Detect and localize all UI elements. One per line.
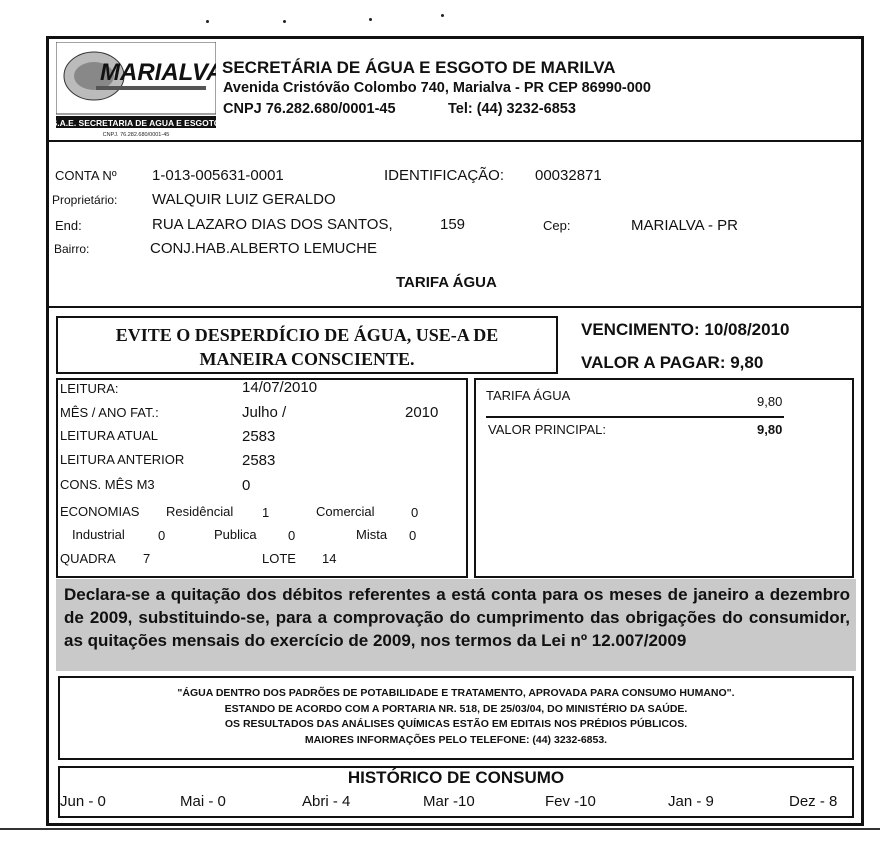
address-label: End: — [55, 218, 82, 233]
svg-text:CNPJ. 76.282.680/0001-45: CNPJ. 76.282.680/0001-45 — [102, 132, 170, 138]
mista-label: Mista — [356, 527, 388, 542]
tarifa-agua-value: 9,80 — [757, 394, 783, 409]
valor-principal-label: VALOR PRINCIPAL: — [488, 422, 606, 437]
scan-speck — [369, 18, 372, 21]
mes-ano-label: MÊS / ANO FAT.: — [60, 405, 159, 420]
leitura-label: LEITURA: — [60, 381, 119, 396]
notice-line-3: OS RESULTADOS DAS ANÁLISES QUÍMICAS ESTÃO EM EDITAIS NOS PRÉDIOS PÚBLICOS. — [224, 718, 688, 730]
debt-declaration: Declara-se a quitação dos débitos referentes a está conta para os meses de janeiro a dezembro de 2009, substituindo-se, para a comprovação do cumprimento das obrigações do consumidor, as quitações mensais do exercício de 2009, nos termos da Lei nº 12.007/2009 — [56, 579, 856, 671]
charges-divider — [486, 416, 784, 418]
marialva-logo — [56, 42, 216, 138]
water-quality-notice — [58, 676, 854, 760]
mista-value: 0 — [409, 528, 417, 543]
notice-line-1: "ÁGUA DENTRO DOS PADRÕES DE POTABILIDADE E TRATAMENTO, APROVADA PARA CONSUMO HUMANO". — [177, 687, 735, 699]
valor-principal-value: 9,80 — [757, 422, 783, 437]
lote-label: LOTE — [262, 551, 296, 566]
residencial-value: 1 — [262, 505, 270, 520]
leitura-anterior-label: LEITURA ANTERIOR — [60, 452, 185, 467]
tarifa-heading: TARIFA ÁGUA — [396, 274, 497, 291]
residencial-label: Residêncial — [166, 504, 234, 519]
history-item: Mar -10 — [423, 793, 475, 810]
quadra-label: QUADRA — [60, 551, 116, 566]
history-item: Jun - 0 — [60, 793, 106, 810]
scan-speck — [441, 14, 444, 17]
industrial-value: 0 — [158, 528, 166, 543]
lote-value: 14 — [322, 551, 337, 566]
notice-line-2: ESTANDO DE ACORDO COM A PORTARIA NR. 518, DE 25/03/04, DO MINISTÉRIO DA SAÚDE. — [224, 702, 688, 715]
cep-value: MARIALVA - PR — [631, 217, 738, 234]
history-item: Mai - 0 — [180, 793, 226, 810]
scan-speck — [206, 20, 209, 23]
svg-text:MARIALVA: MARIALVA — [100, 59, 216, 86]
owner-value: WALQUIR LUIZ GERALDO — [152, 191, 336, 208]
tarifa-agua-label: TARIFA ÁGUA — [486, 388, 571, 403]
ano-value: 2010 — [405, 404, 439, 421]
charges-box — [474, 378, 854, 578]
amount-due: VALOR A PAGAR: 9,80 — [581, 353, 764, 372]
comercial-value: 0 — [411, 505, 419, 520]
due-date: VENCIMENTO: 10/08/2010 — [581, 320, 790, 339]
industrial-label: Industrial — [72, 527, 125, 542]
economias-label: ECONOMIAS — [60, 504, 140, 519]
consumo-label: CONS. MÊS M3 — [60, 477, 155, 492]
history-item: Abri - 4 — [302, 793, 351, 810]
conta-value: 1-013-005631-0001 — [152, 167, 284, 184]
conservation-box — [56, 316, 558, 374]
identificacao-value: 00032871 — [535, 167, 602, 184]
company-address: Avenida Cristóvão Colombo 740, Marialva - PR CEP 86990-000 — [223, 80, 651, 96]
conservation-line-1: EVITE O DESPERDÍCIO DE ÁGUA, USE-A DE — [115, 325, 499, 345]
notice-line-4: MAIORES INFORMAÇÕES PELO TELEFONE: (44) 3232-6853. — [304, 733, 608, 746]
conta-label: CONTA Nº — [55, 168, 117, 183]
company-title: SECRETÁRIA DE ÁGUA E ESGOTO DE MARILVA — [222, 58, 616, 77]
leitura-anterior-value: 2583 — [242, 452, 276, 469]
divider — [48, 306, 864, 308]
publica-value: 0 — [288, 528, 296, 543]
history-item: Jan - 9 — [668, 793, 714, 810]
bairro-label: Bairro: — [54, 242, 90, 256]
address-number: 159 — [440, 216, 466, 233]
leitura-atual-label: LEITURA ATUAL — [60, 428, 159, 443]
company-phone: Tel: (44) 3232-6853 — [448, 101, 576, 117]
owner-label: Proprietário: — [52, 193, 118, 207]
comercial-label: Comercial — [316, 504, 375, 519]
conservation-line-2: MANEIRA CONSCIENTE. — [199, 349, 415, 369]
leitura-atual-value: 2583 — [242, 428, 276, 445]
consumo-value: 0 — [242, 477, 251, 494]
history-item: Fev -10 — [545, 793, 596, 810]
publica-label: Publica — [214, 527, 257, 542]
history-title: HISTÓRICO DE CONSUMO — [347, 768, 565, 787]
identificacao-label: IDENTIFICAÇÃO: — [384, 167, 505, 184]
leitura-value: 14/07/2010 — [242, 379, 318, 396]
scan-edge — [0, 828, 880, 830]
mes-value: Julho / — [242, 404, 287, 421]
scan-speck — [283, 20, 286, 23]
bairro-value: CONJ.HAB.ALBERTO LEMUCHE — [150, 240, 377, 257]
divider — [48, 140, 864, 142]
history-item: Dez - 8 — [789, 793, 838, 810]
quadra-value: 7 — [143, 551, 151, 566]
svg-text:S.A.E. SECRETARIA DE AGUA E ES: S.A.E. SECRETARIA DE AGUA E ESGOTO — [56, 118, 216, 128]
cep-label: Cep: — [543, 218, 571, 233]
address-value: RUA LAZARO DIAS DOS SANTOS, — [152, 216, 393, 233]
company-cnpj: CNPJ 76.282.680/0001-45 — [223, 101, 396, 117]
